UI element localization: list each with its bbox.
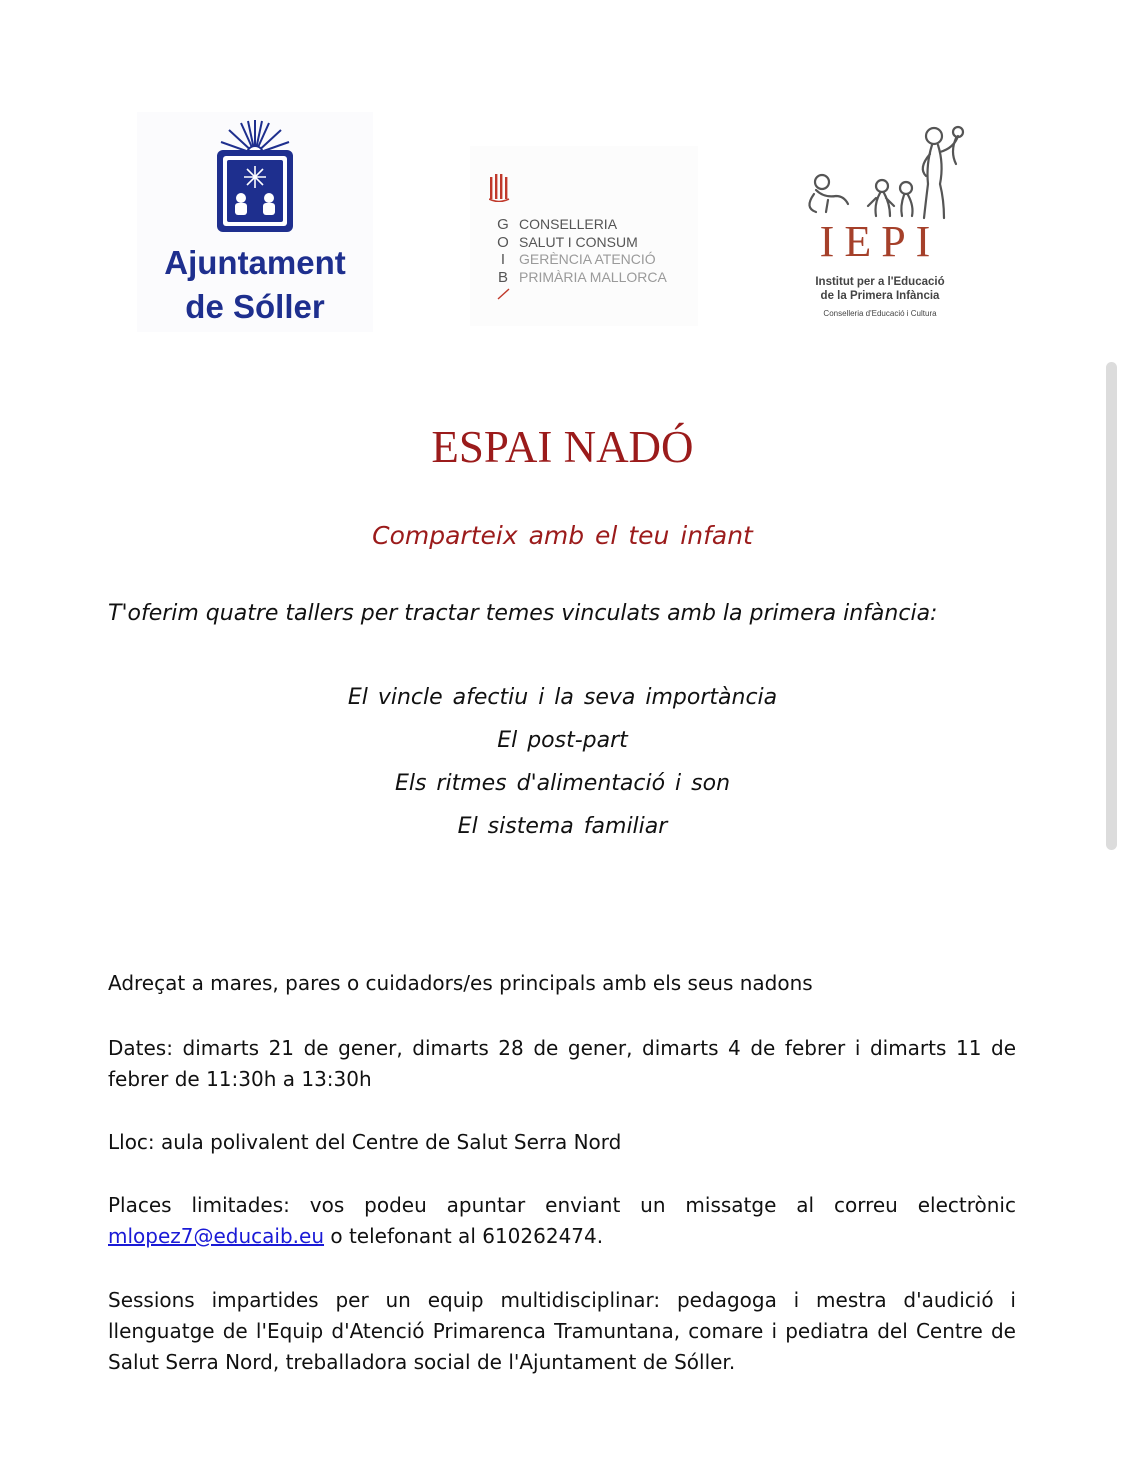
goib-letter: G	[497, 216, 509, 233]
goib-text	[519, 216, 667, 286]
iepi-conselleria-line: Conselleria d'Educació i Cultura	[823, 309, 937, 318]
goib-slash-icon	[497, 288, 511, 300]
registration-after: o telefonant al 610262474.	[330, 1224, 604, 1248]
iepi-name-line2: de la Primera Infància	[820, 290, 940, 302]
page-title: ESPAI NADÓ	[431, 422, 694, 472]
goib-line: SALUT I CONSUM	[519, 233, 638, 250]
iepi-acronym: IEPI	[819, 217, 941, 266]
goib-letter: O	[497, 233, 509, 251]
logo-row	[0, 108, 1125, 338]
dates-text: Dates: dimarts 21 de gener, dimarts 28 de gener, dimarts 4 de febrer i dimarts 11 de febrer de 11:30h a 13:30h	[108, 1036, 1016, 1091]
ajuntament-soller-logo	[137, 112, 373, 332]
iepi-logo	[790, 124, 970, 324]
goib-flag-icon	[489, 174, 511, 202]
place-text: Lloc: aula polivalent del Centre de Salut Serra Nord	[108, 1130, 622, 1154]
ajuntament-name-line1: Ajuntament	[164, 244, 346, 281]
goib-letters	[495, 216, 511, 286]
ajuntament-crest-icon	[207, 118, 303, 236]
goib-logo	[470, 146, 698, 326]
goib-letter: B	[497, 268, 508, 286]
email-link[interactable]: mlopez7@educaib.eu	[108, 1224, 325, 1248]
page-subtitle: Comparteix amb el teu infant	[372, 521, 753, 550]
registration-before: Places limitades: vos podeu apuntar enviant un missatge al correu electrònic	[108, 1193, 1016, 1217]
intro-text: T'oferim quatre tallers per tractar temes vinculats amb la primera infància:	[108, 601, 938, 626]
iepi-family-sketch-icon	[790, 124, 970, 220]
audience-text: Adreçat a mares, pares o cuidadors/es principals amb els seus nadons	[108, 971, 813, 995]
sessions-text: Sessions impartides per un equip multidisciplinar: pedagoga i mestra d'audició i llenguatge de l'Equip d'Atenció Primarenca Tramuntana, comare i pediatra del Centre de Salut Serra Nord, treballadora social de l'Ajuntament de Sóller.	[108, 1288, 1016, 1374]
registration-text	[108, 1190, 1016, 1252]
goib-letter: I	[500, 251, 506, 268]
goib-line: GERÈNCIA ATENCIÓ	[519, 251, 656, 267]
goib-line: PRIMÀRIA MALLORCA	[519, 268, 667, 285]
topics-list	[0, 676, 1125, 848]
topic-item: Els ritmes d'alimentació i son	[394, 771, 731, 796]
topic-item: El vincle afectiu i la seva importància	[347, 685, 778, 710]
iepi-name-line1: Institut per a l'Educació	[815, 276, 945, 288]
goib-line: CONSELLERIA	[519, 216, 618, 232]
ajuntament-name-line2: de Sóller	[185, 288, 325, 325]
topic-item: El sistema familiar	[457, 814, 668, 839]
topic-item: El post-part	[497, 728, 628, 753]
